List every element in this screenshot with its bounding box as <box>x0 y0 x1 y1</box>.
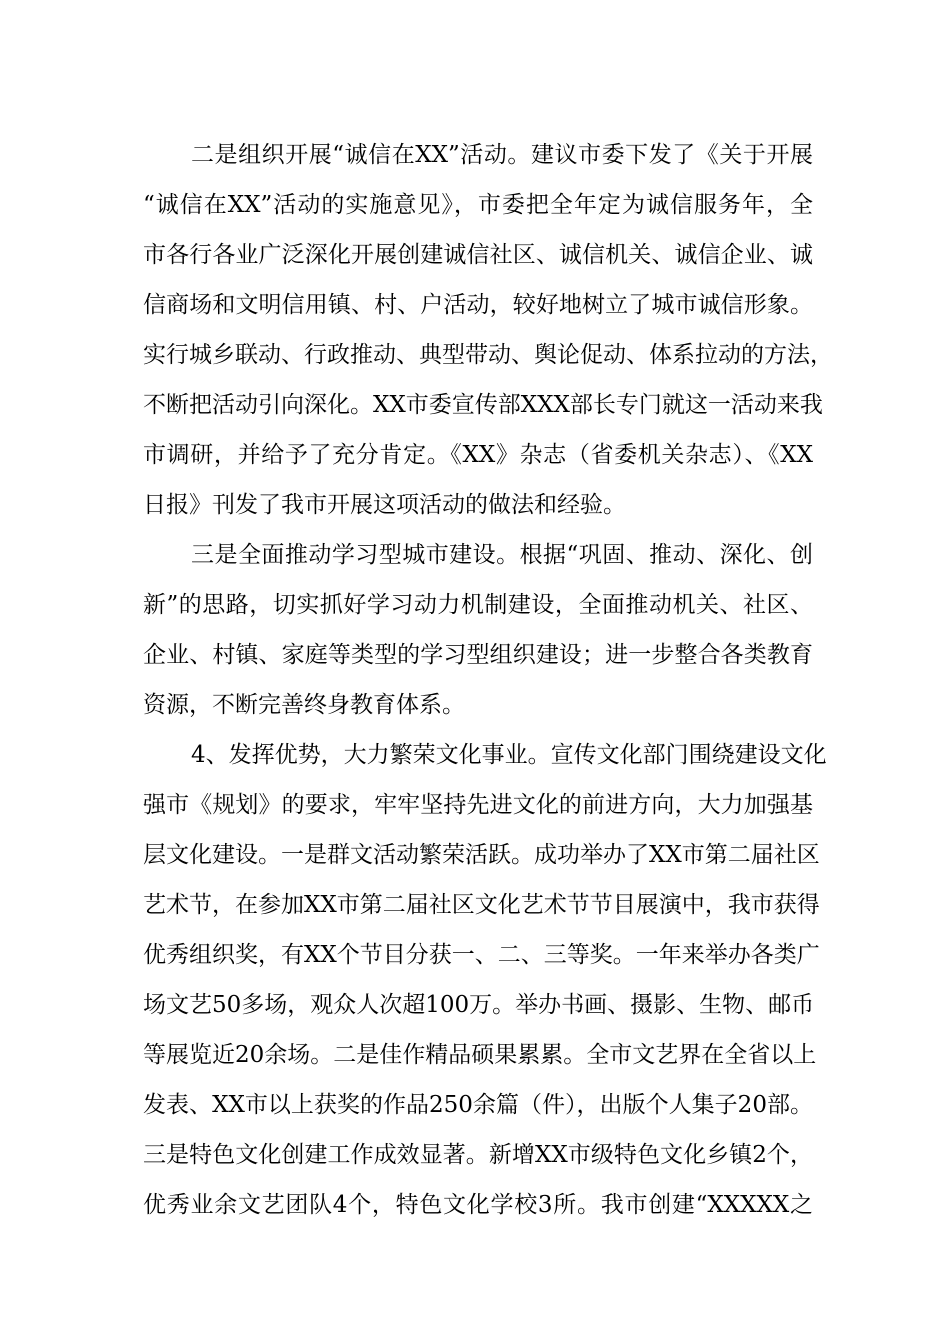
text-line: 强市《规划》的要求，牢牢坚持先进文化的前进方向，大力加强基 <box>143 792 813 818</box>
text-line: 日报》刊发了我市开展这项活动的做法和经验。 <box>143 492 626 518</box>
text-line: 资源，不断完善终身教育体系。 <box>143 692 465 718</box>
text-line: 优秀业余文艺团队4个，特色文化学校3所。我市创建“XXXXX之 <box>143 1192 813 1218</box>
text-line: 4、发挥优势，大力繁荣文化事业。宣传文化部门围绕建设文化 <box>191 742 827 768</box>
text-line: 层文化建设。一是群文活动繁荣活跃。成功举办了XX市第二届社区 <box>143 842 820 868</box>
text-line: “诚信在XX”活动的实施意见》，市委把全年定为诚信服务年，全 <box>143 192 813 218</box>
text-line: 优秀组织奖，有XX个节目分获一、二、三等奖。一年来举办各类广 <box>143 942 820 968</box>
paragraph-culture-development <box>143 730 827 1230</box>
text-line: 场文艺50多场，观众人次超100万。举办书画、摄影、生物、邮币 <box>143 992 815 1018</box>
document-body <box>143 130 833 1230</box>
text-line: 实行城乡联动、行政推动、典型带动、舆论促动、体系拉动的方法， <box>143 342 833 368</box>
text-line: 二是组织开展“诚信在XX”活动。建议市委下发了《关于开展 <box>191 142 813 168</box>
text-line: 三是特色文化创建工作成效显著。新增XX市级特色文化乡镇2个， <box>143 1142 813 1168</box>
text-line: 不断把活动引向深化。XX市委宣传部XXX部长专门就这一活动来我 <box>143 392 823 418</box>
text-line: 三是全面推动学习型城市建设。根据“巩固、推动、深化、创 <box>191 542 813 568</box>
text-line: 发表、XX市以上获奖的作品250余篇（件），出版个人集子20部。 <box>143 1092 813 1118</box>
text-line: 市调研，并给予了充分肯定。《XX》杂志（省委机关杂志）、《XX <box>143 442 813 468</box>
paragraph-learning-city <box>143 530 813 730</box>
text-line: 艺术节，在参加XX市第二届社区文化艺术节节目展演中，我市获得 <box>143 892 820 918</box>
text-line: 企业、村镇、家庭等类型的学习型组织建设；进一步整合各类教育 <box>143 642 813 668</box>
paragraph-integrity-campaign <box>143 130 833 530</box>
text-line: 信商场和文明信用镇、村、户活动，较好地树立了城市诚信形象。 <box>143 292 813 318</box>
text-line: 等展览近20余场。二是佳作精品硕果累累。全市文艺界在全省以上 <box>143 1042 817 1068</box>
text-line: 新”的思路，切实抓好学习动力机制建设，全面推动机关、社区、 <box>143 592 813 618</box>
text-line: 市各行各业广泛深化开展创建诚信社区、诚信机关、诚信企业、诚 <box>143 242 813 268</box>
